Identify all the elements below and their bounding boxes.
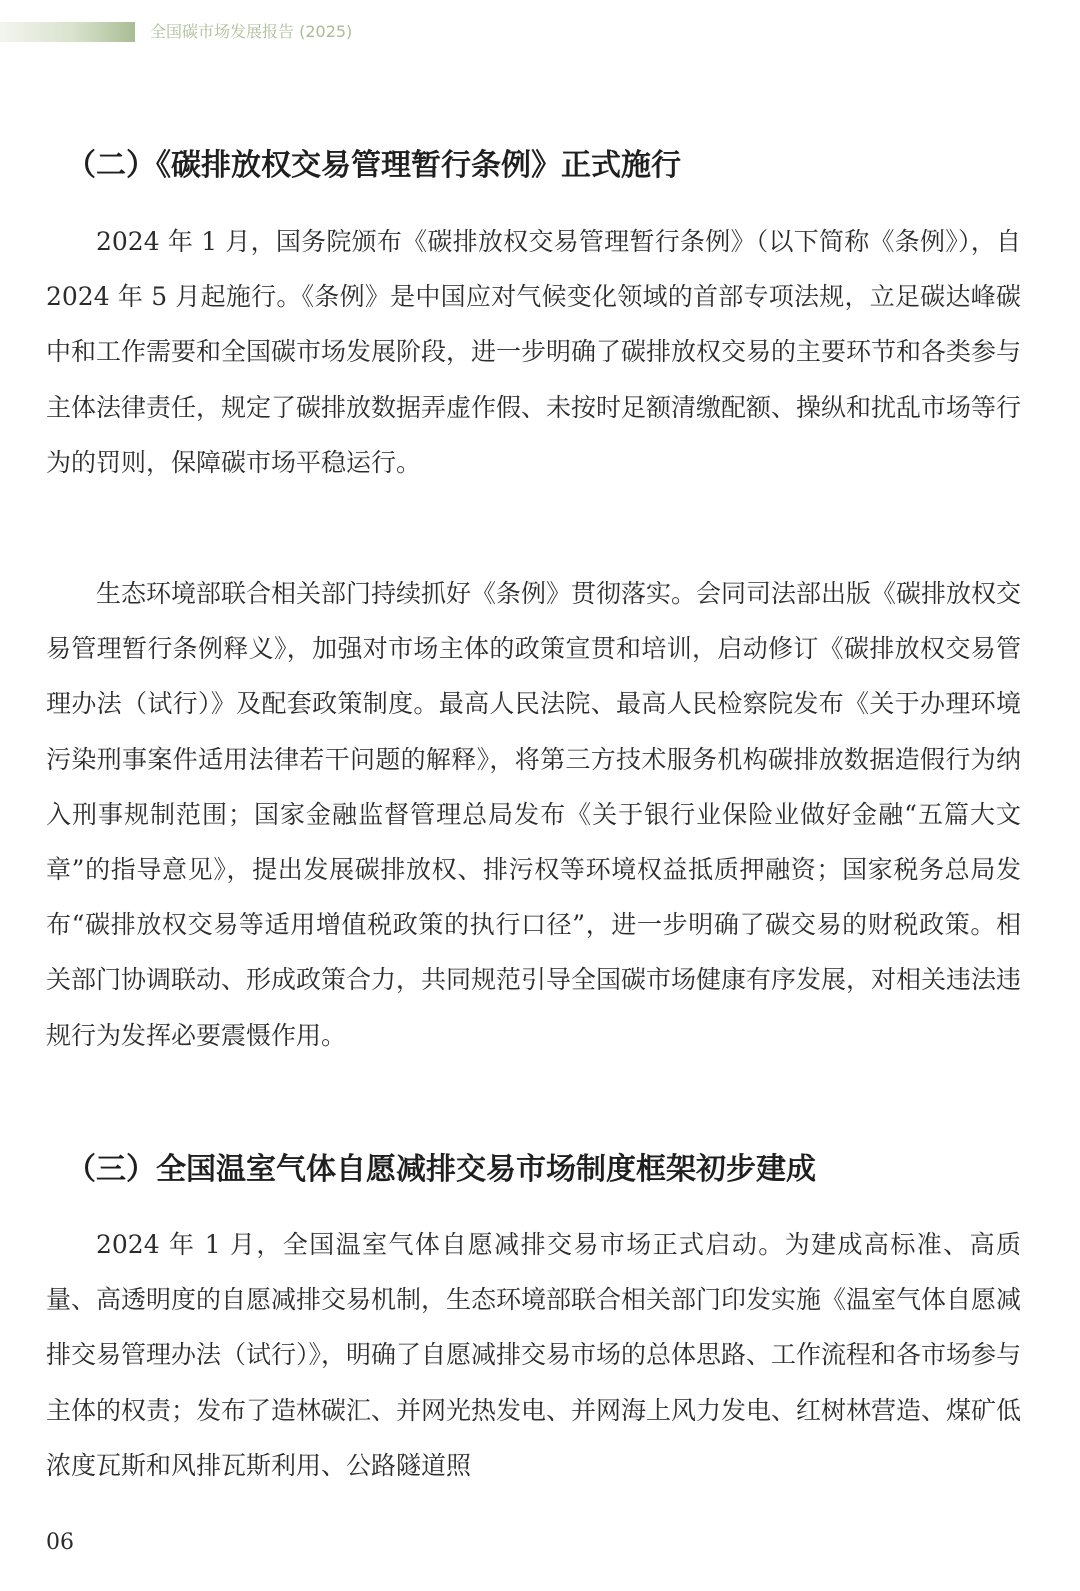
section-heading-3: （三）全国温室气体自愿减排交易市场制度框架初步建成 xyxy=(66,1152,816,1187)
report-running-title: 全国碳市场发展报告 (2025) xyxy=(150,22,353,41)
paragraph-regulation-implementation: 生态环境部联合相关部门持续抓好《条例》贯彻落实。会同司法部出版《碳排放权交易管理暂行条例释义》，加强对市场主体的政策宣贯和培训，启动修订《碳排放权交易管理办法（试行）》及配套政策制度。最高人民法院、最高人民检察院发布《关于办理环境污染刑事案件适用法律若干问题的解释》，将第三方技术服务机构碳排放数据造假行为纳入刑事规制范围；国家金融监督管理总局发布《关于银行业保险业做好金融“五篇大文章”的指导意见》，提出发展碳排放权、排污权等环境权益抵质押融资；国家税务总局发布“碳排放权交易等适用增值税政策的执行口径”，进一步明确了碳交易的财税政策。相关部门协调联动、形成政策合力，共同规范引导全国碳市场健康有序发展，对相关违法违规行为发挥必要震慑作用。 xyxy=(46,579,1022,1050)
section-heading-2: （二）《碳排放权交易管理暂行条例》正式施行 xyxy=(66,148,681,183)
page-number: 06 xyxy=(46,1530,74,1555)
header-accent-bar xyxy=(0,22,135,42)
paragraph-voluntary-market: 2024 年 1 月，全国温室气体自愿减排交易市场正式启动。为建成高标准、高质量、高透明度的自愿减排交易机制，生态环境部联合相关部门印发实施《温室气体自愿减排交易管理办法（试行）》，明确了自愿减排交易市场的总体思路、工作流程和各市场参与主体的权责；发布了造林碳汇、并网光热发电、并网海上风力发电、红树林营造、煤矿低浓度瓦斯和风排瓦斯利用、公路隧道照 xyxy=(46,1230,1022,1480)
paragraph-regulation-issued: 2024 年 1 月，国务院颁布《碳排放权交易管理暂行条例》（以下简称《条例》），自 2024 年 5 月起施行。《条例》是中国应对气候变化领域的首部专项法规，立足碳达峰碳中和工作需要和全国碳市场发展阶段，进一步明确了碳排放权交易的主要环节和各类参与主体法律责任，规定了碳排放数据弄虚作假、未按时足额清缴配额、操纵和扰乱市场等行为的罚则，保障碳市场平稳运行。 xyxy=(46,227,1022,477)
